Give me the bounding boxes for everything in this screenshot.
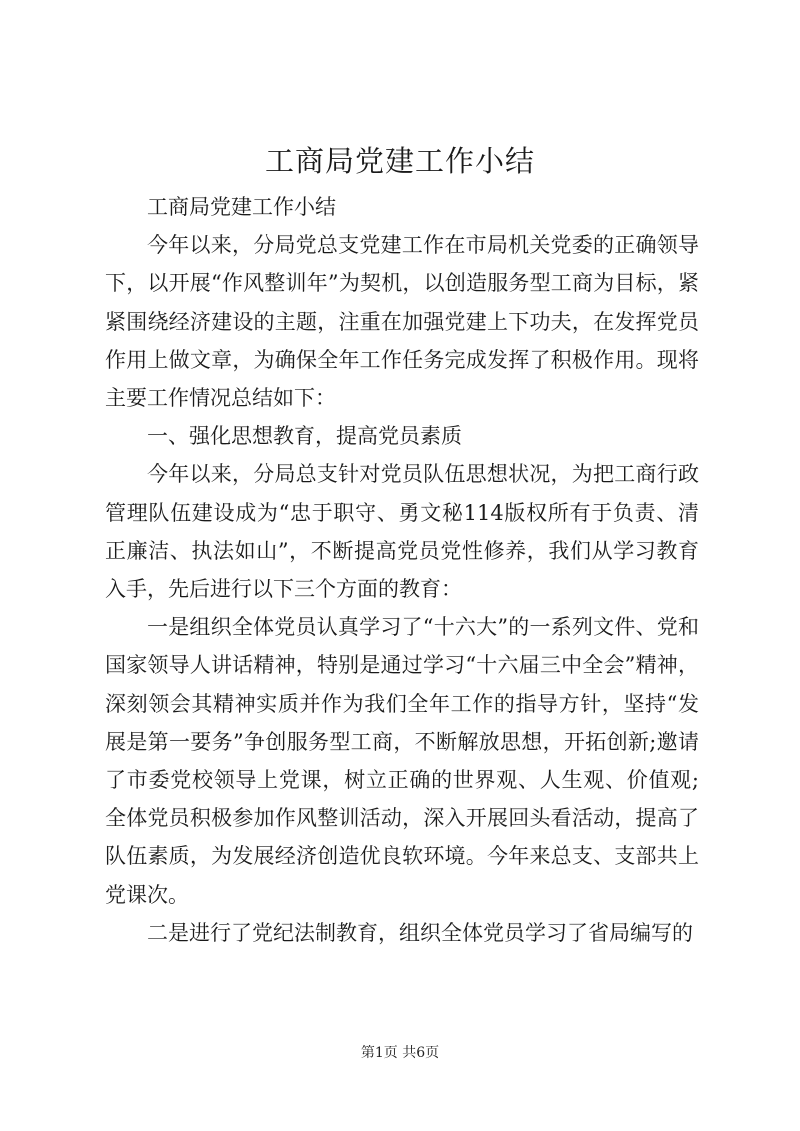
- paragraph-subtitle: 工商局党建工作小结: [147, 195, 336, 219]
- paragraph-section-one: 今年以来，分局总支针对党员队伍思想状况，为把工商行政管理队伍建设成为“忠于职守、勇文秘114版权所有于负责、清正廉洁、执法如山”，不断提高党员党性修养，我们从学习教育入手，先后进行以下三个方面的教育：: [105, 462, 699, 602]
- page-indicator: 第1页 共6页: [360, 1045, 440, 1061]
- page-footer: [0, 1043, 800, 1063]
- document-body: [105, 188, 699, 952]
- section-heading: 一、强化思想教育，提高党员素质: [147, 424, 462, 449]
- paragraph-intro: 今年以来，分局党总支党建工作在市局机关党委的正确领导下，以开展“作风整训年”为契机，以创造服务型工商为目标，紧紧围绕经济建设的主题，注重在加强党建上下功夫，在发挥党员作用上做文章，为确保全年工作任务完成发挥了积极作用。现将主要工作情况总结如下：: [105, 233, 699, 411]
- document-title: 工商局党建工作小结: [264, 144, 535, 178]
- paragraph-item-one: 一是组织全体党员认真学习了“十六大”的一系列文件、党和国家领导人讲话精神，特别是通过学习“十六届三中全会”精神，深刻领会其精神实质并作为我们全年工作的指导方针，坚持“发展是第一要务”争创服务型工商，不断解放思想，开拓创新;邀请了市委党校领导上党课，树立正确的世界观、人生观、价值观;全体党员积极参加作风整训活动，深入开展回头看活动，提高了队伍素质，为发展经济创造优良软环境。今年来总支、支部共上党课次。: [105, 615, 699, 907]
- paragraph-item-two: 二是进行了党纪法制教育，组织全体党员学习了省局编写的: [147, 920, 693, 945]
